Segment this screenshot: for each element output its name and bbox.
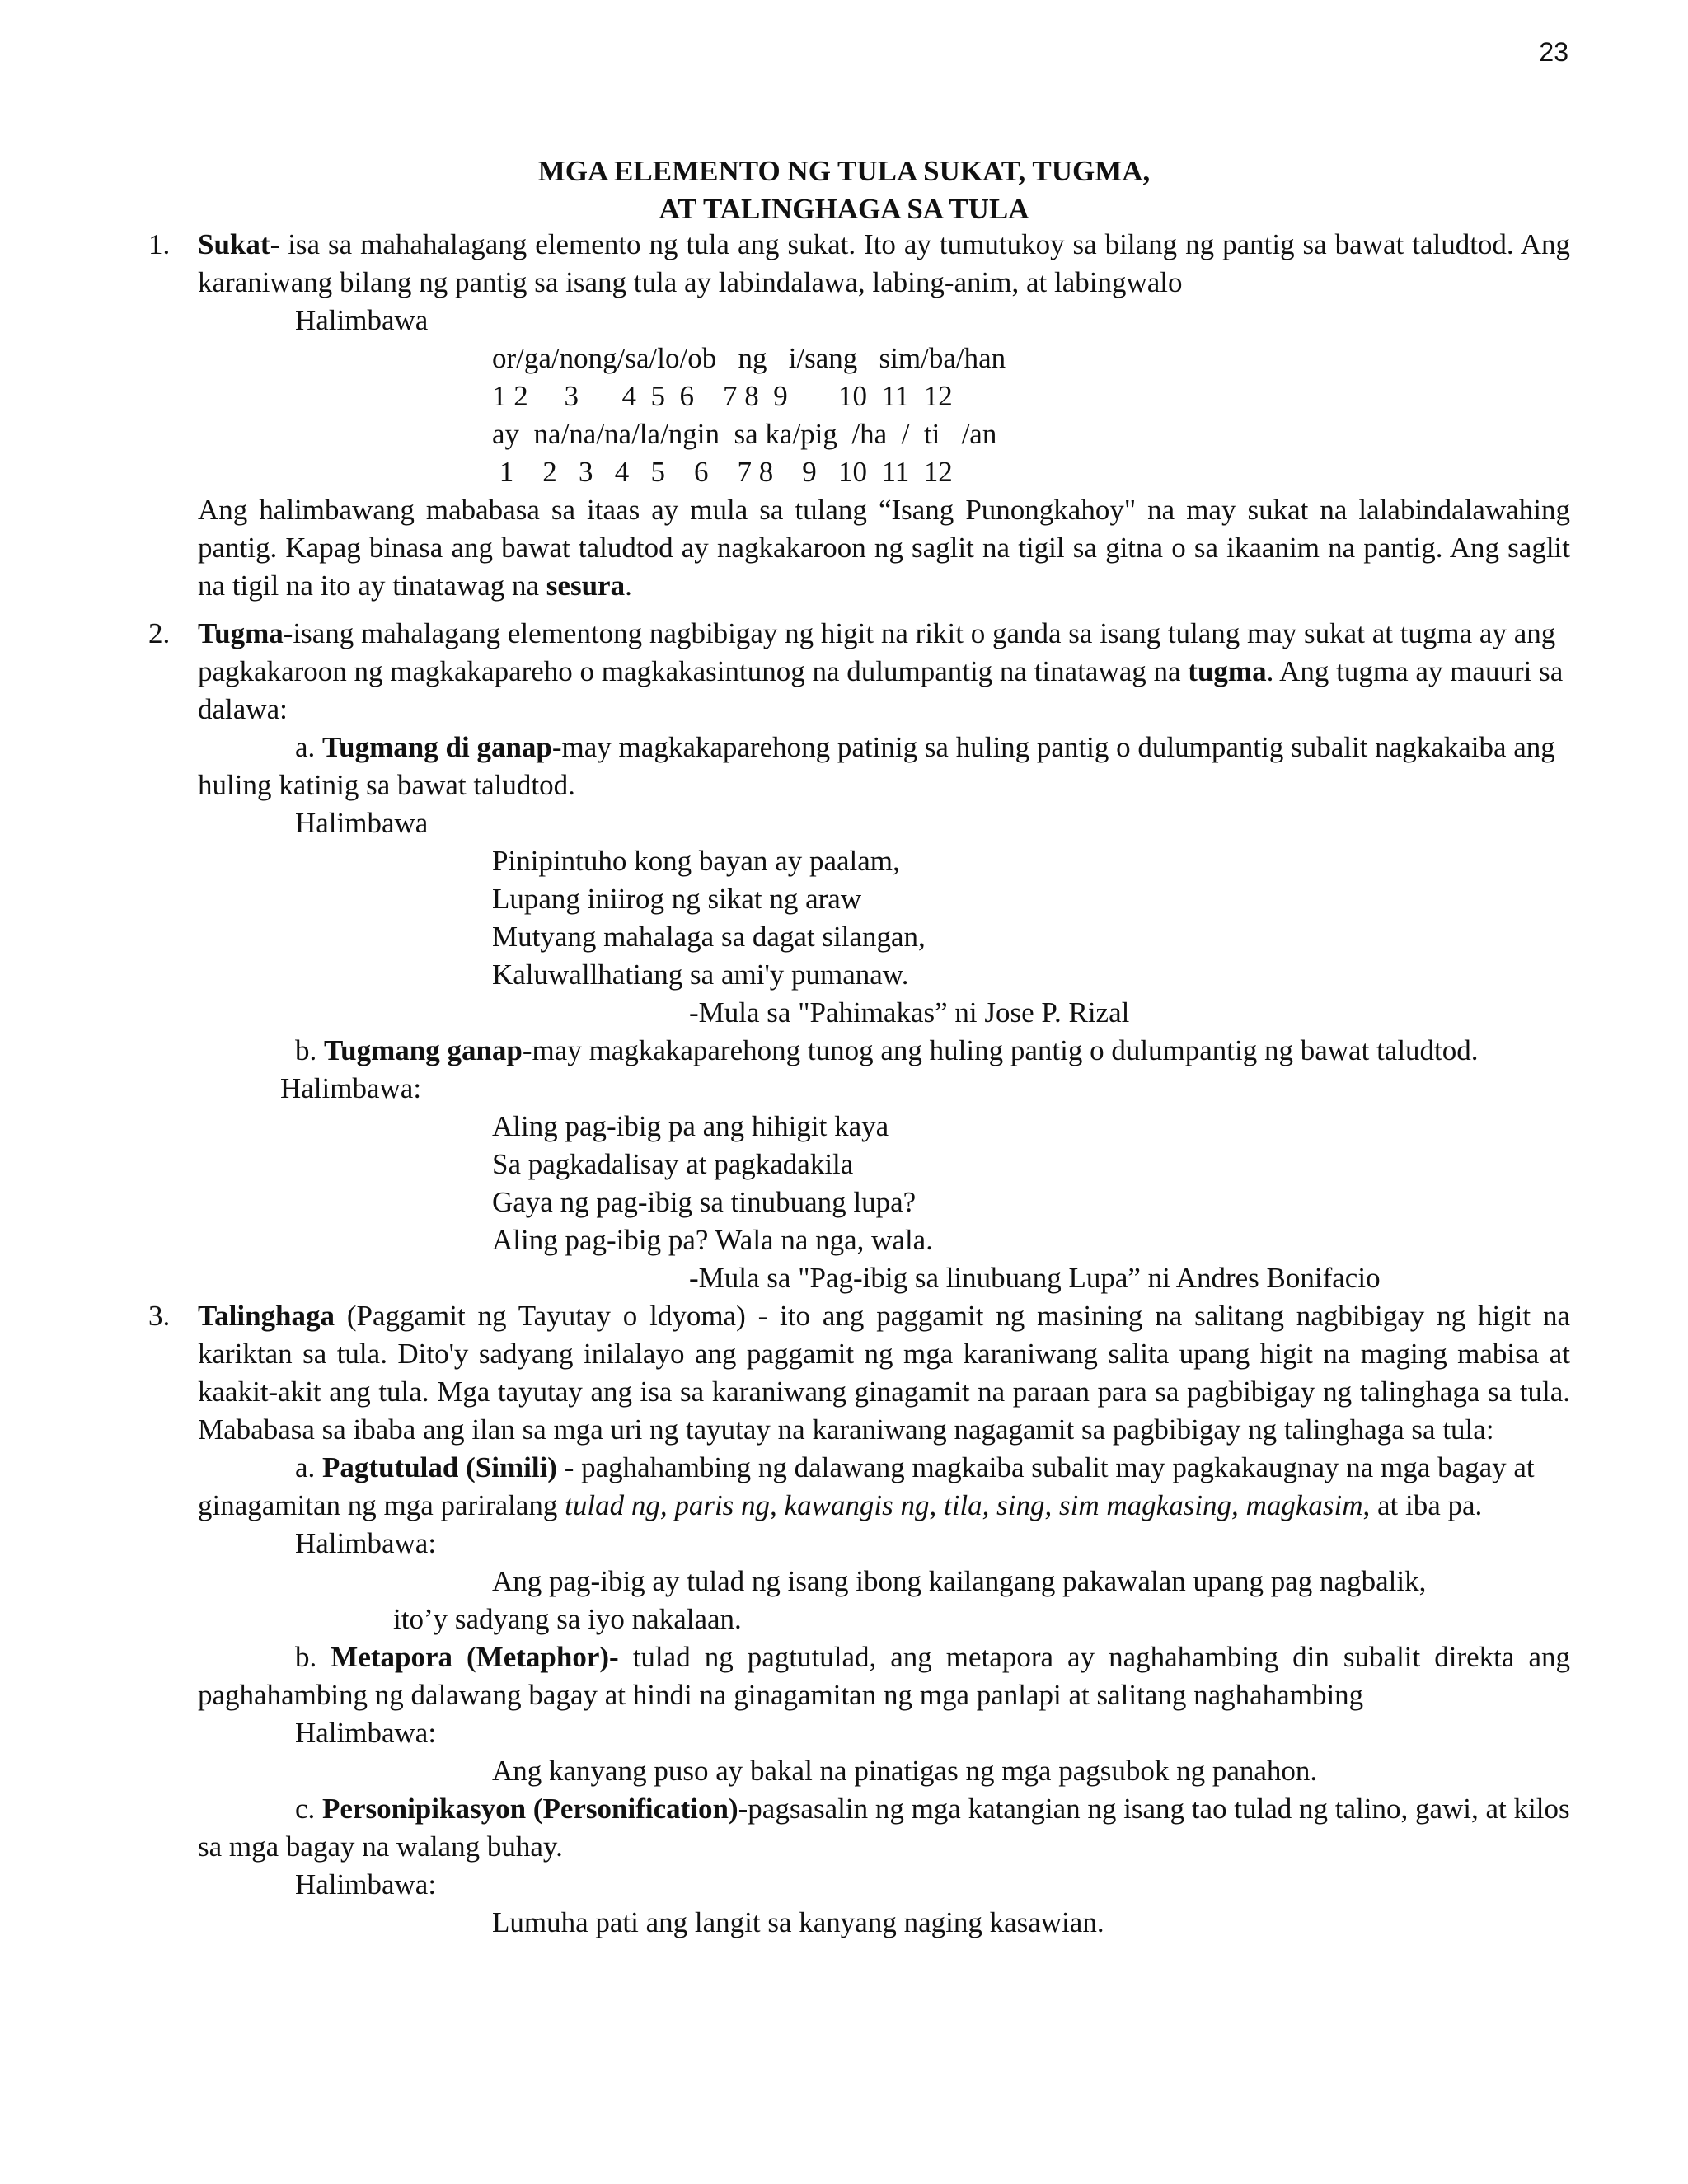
page-title xyxy=(0,152,1688,228)
item-number: 1. xyxy=(148,228,171,260)
syllable-line: or/ga/nong/sa/lo/ob ng i/sang sim/ba/han xyxy=(492,342,1006,374)
metapora: b. Metapora (Metaphor)- tulad ng pagtutulad, ang metapora ay naghahambing din subalit direkta ang paghahambing ng dalawang bagay at hindi na ginagamitan ng mga panlapi at salitang naghahambing xyxy=(198,1641,1570,1711)
poem-line: Pinipintuho kong bayan ay paalam, xyxy=(492,845,900,877)
example-sentence: Ang pag-ibig ay tulad ng isang ibong kailangang pakawalan upang pag nagbalik, xyxy=(492,1565,1427,1597)
example-sentence: Lumuha pati ang langit sa kanyang naging kasawian. xyxy=(492,1906,1104,1938)
term-personipikasyon: Personipikasyon (Personification)- xyxy=(322,1793,748,1825)
term-tugmang-di-ganap: Tugmang di ganap xyxy=(322,731,552,763)
poem-line: Aling pag-ibig pa? Wala na nga, wala. xyxy=(492,1224,933,1256)
item-number: 3. xyxy=(148,1300,171,1332)
term-metapora: Metapora (Metaphor)- xyxy=(331,1641,619,1673)
poem-line: Aling pag-ibig pa ang hihigit kaya xyxy=(492,1110,889,1142)
poem-attribution: -Mula sa "Pag-ibig sa linubuang Lupa” ni Andres Bonifacio xyxy=(689,1262,1381,1294)
poem-attribution: -Mula sa "Pahimakas” ni Jose P. Rizal xyxy=(689,996,1130,1029)
section-talinghaga xyxy=(148,1297,1570,1942)
document-body xyxy=(148,226,1570,1942)
title-line-1: MGA ELEMENTO NG TULA SUKAT, TUGMA, xyxy=(537,155,1151,187)
poem-line: Sa pagkadalisay at pagkadakila xyxy=(492,1148,854,1180)
example-label: Halimbawa xyxy=(295,807,429,839)
term-sesura: sesura xyxy=(546,569,626,602)
talinghaga-definition: Talinghaga (Paggamit ng Tayutay o ldyoma) - ito ang paggamit ng masining na salitang nagbibigay ng higit na kariktan sa tula. Dito'y sadyang inilalayo ang paggamit ng mga karaniwang salita upang higit na maging mabisa at kaakit-akit ang tula. Mga tayutay ang isa sa karaniwang ginagamit na paraan para sa pagbibigay ng talinghaga sa tula. Mababasa sa ibaba ang ilan sa mga uri ng tayutay na karaniwang nagagamit sa pagbibigay ng talinghaga sa tula: xyxy=(198,1300,1570,1446)
term-tugmang-ganap: Tugmang ganap xyxy=(324,1034,523,1066)
example-sentence-cont: ito’y sadyang sa iyo nakalaan. xyxy=(393,1603,742,1635)
item-number: 2. xyxy=(148,617,171,649)
term-sukat: Sukat xyxy=(198,228,270,260)
sukat-definition: Sukat- isa sa mahahalagang elemento ng tula ang sukat. Ito ay tumutukoy sa bilang ng pantig sa bawat taludtod. Ang karaniwang bilang ng pantig sa isang tula ay labindalawa, labing-anim, at labingwalo xyxy=(198,228,1570,298)
tugma-ganap: b. Tugmang ganap-may magkakaparehong tunog ang huling pantig o dulumpantig ng bawat taludtod. Halimbawa: xyxy=(198,1032,1570,1108)
pagtutulad: a. Pagtutulad (Simili) - paghahambing ng dalawang magkaiba subalit may pagkakaugnay na mga bagay at ginagamitan ng mga pariralang tulad ng, paris ng, kawangis ng, tila, sing, sim magkasing, magkasim, at iba pa. xyxy=(198,1451,1535,1521)
term-pagtutulad: Pagtutulad (Simili) xyxy=(322,1451,557,1483)
example-label: Halimbawa: xyxy=(295,1527,437,1559)
tugma-di-ganap: a. Tugmang di ganap-may magkakaparehong patinig sa huling pantig o dulumpantig subalit nagkakaiba ang huling katinig sa bawat taludtod. xyxy=(198,731,1555,801)
sukat-explanation: Ang halimbawang mababasa sa itaas ay mula sa tulang “Isang Punongkahoy" na may sukat na lalabindalawahing pantig. Kapag binasa ang bawat taludtod ay nagkakaroon ng saglit na tigil sa gitna o sa ikaanim na pantig. Ang saglit na tigil na ito ay tinatawag na sesura. xyxy=(198,494,1570,602)
section-tugma xyxy=(148,615,1570,1297)
poem-line: Gaya ng pag-ibig sa tinubuang lupa? xyxy=(492,1186,917,1218)
example-label: Halimbawa xyxy=(295,304,429,336)
syllable-count: 1 2 3 4 5 6 7 8 9 10 11 12 xyxy=(492,456,953,488)
personipikasyon: c. Personipikasyon (Personification)-pagsasalin ng mga katangian ng isang tao tulad ng talino, gawi, at kilos sa mga bagay na walang buhay. xyxy=(198,1793,1570,1863)
example-sentence: Ang kanyang puso ay bakal na pinatigas ng mga pagsubok ng panahon. xyxy=(492,1755,1318,1787)
syllable-count: 1 2 3 4 5 6 7 8 9 10 11 12 xyxy=(492,380,953,412)
page-number: 23 xyxy=(1539,37,1568,67)
term-tugma: Tugma xyxy=(198,617,284,649)
title-line-2: AT TALINGHAGA SA TULA xyxy=(659,193,1029,225)
syllable-line: ay na/na/na/la/ngin sa ka/pig /ha / ti /an xyxy=(492,418,997,450)
term-talinghaga: Talinghaga xyxy=(198,1300,335,1332)
tugma-definition: Tugma-isang mahalagang elementong nagbibigay ng higit na rikit o ganda sa isang tulang may sukat at tugma ay ang pagkakaroon ng magkakapareho o magkakasintunog na dulumpantig na tinatawag na tugma. Ang tugma ay mauuri sa dalawa: xyxy=(198,617,1564,725)
section-sukat xyxy=(148,226,1570,605)
example-label: Halimbawa: xyxy=(280,1072,422,1104)
poem-line: Lupang iniirog ng sikat ng araw xyxy=(492,883,862,915)
poem-line: Mutyang mahalaga sa dagat silangan, xyxy=(492,921,926,953)
poem-line: Kaluwallhatiang sa ami'y pumanaw. xyxy=(492,958,909,991)
example-label: Halimbawa: xyxy=(295,1717,437,1749)
example-label: Halimbawa: xyxy=(295,1868,437,1900)
